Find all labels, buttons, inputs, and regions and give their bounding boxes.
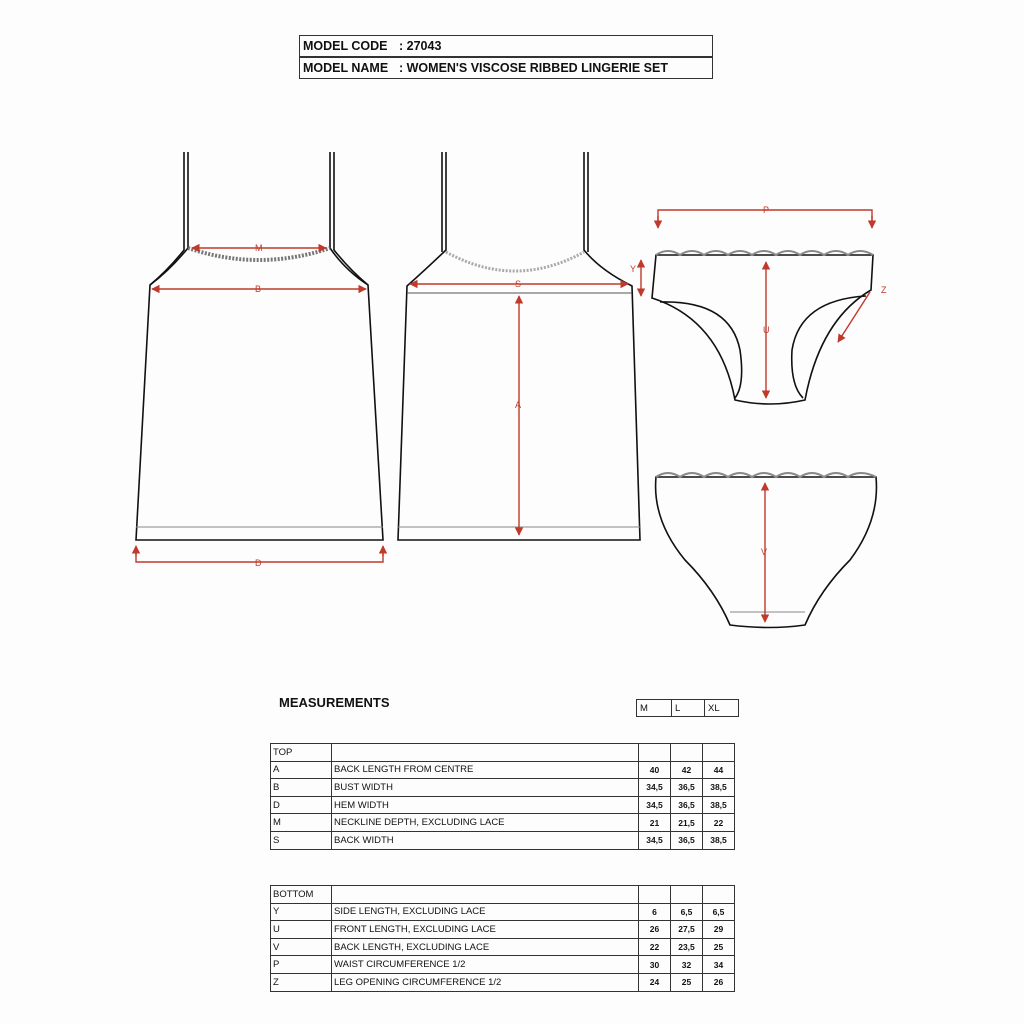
row-desc: BUST WIDTH (332, 779, 639, 797)
table-row (271, 814, 735, 832)
dim-label-z: Z (881, 285, 887, 295)
dim-label-a: A (515, 400, 522, 410)
row-desc: BACK WIDTH (332, 831, 639, 849)
row-code: B (271, 779, 332, 797)
model-name-label: MODEL NAME (303, 61, 389, 75)
row-desc: WAIST CIRCUMFERENCE 1/2 (332, 956, 639, 974)
dim-label-m: M (255, 243, 263, 253)
section-heading-bottom: BOTTOM (271, 886, 332, 904)
row-code: A (271, 761, 332, 779)
table-row (271, 831, 735, 849)
value-xl: 38,5 (703, 831, 735, 849)
model-code-value: : 27043 (399, 39, 442, 53)
table-row (271, 956, 735, 974)
row-code: U (271, 921, 332, 939)
value-m: 24 (639, 973, 671, 991)
value-xl: 29 (703, 921, 735, 939)
section-heading-top: TOP (271, 744, 332, 762)
row-desc: BACK LENGTH, EXCLUDING LACE (332, 938, 639, 956)
row-desc: NECKLINE DEPTH, EXCLUDING LACE (332, 814, 639, 832)
value-l: 23,5 (671, 938, 703, 956)
value-l: 36,5 (671, 796, 703, 814)
size-header-table (636, 699, 739, 717)
value-m: 34,5 (639, 831, 671, 849)
value-xl: 44 (703, 761, 735, 779)
value-xl: 34 (703, 956, 735, 974)
value-xl: 22 (703, 814, 735, 832)
camisole-front-dimensions (136, 248, 383, 562)
table-row (271, 796, 735, 814)
value-m: 34,5 (639, 779, 671, 797)
value-m: 40 (639, 761, 671, 779)
value-xl: 26 (703, 973, 735, 991)
row-desc: FRONT LENGTH, EXCLUDING LACE (332, 921, 639, 939)
table-header-row (271, 744, 735, 762)
row-desc: BACK LENGTH FROM CENTRE (332, 761, 639, 779)
table-row (271, 973, 735, 991)
dim-label-s: S (515, 279, 522, 289)
camisole-front (136, 152, 383, 540)
value-l: 42 (671, 761, 703, 779)
table-row (271, 761, 735, 779)
dim-label-v: V (761, 547, 768, 557)
value-m: 22 (639, 938, 671, 956)
table-header-row (271, 886, 735, 904)
value-xl: 6,5 (703, 903, 735, 921)
row-code: Z (271, 973, 332, 991)
row-code: Y (271, 903, 332, 921)
row-desc: LEG OPENING CIRCUMFERENCE 1/2 (332, 973, 639, 991)
dim-label-d: D (255, 558, 262, 568)
bottom-measurements-table (270, 885, 735, 992)
table-row (271, 779, 735, 797)
model-code-label: MODEL CODE (303, 39, 388, 53)
row-code: S (271, 831, 332, 849)
row-code: V (271, 938, 332, 956)
size-m: M (637, 700, 672, 717)
row-code: P (271, 956, 332, 974)
measurements-title: MEASUREMENTS (279, 695, 390, 710)
row-desc: SIDE LENGTH, EXCLUDING LACE (332, 903, 639, 921)
value-xl: 25 (703, 938, 735, 956)
top-measurements-table (270, 743, 735, 850)
table-row (271, 903, 735, 921)
dim-label-u: U (763, 325, 770, 335)
row-code: M (271, 814, 332, 832)
table-row (271, 938, 735, 956)
dim-label-b: B (255, 284, 262, 294)
value-m: 21 (639, 814, 671, 832)
value-l: 21,5 (671, 814, 703, 832)
table-row (271, 921, 735, 939)
size-xl: XL (705, 700, 739, 717)
value-l: 25 (671, 973, 703, 991)
value-l: 27,5 (671, 921, 703, 939)
value-xl: 38,5 (703, 779, 735, 797)
value-m: 6 (639, 903, 671, 921)
row-desc: HEM WIDTH (332, 796, 639, 814)
size-l: L (672, 700, 705, 717)
model-name-value: : WOMEN'S VISCOSE RIBBED LINGERIE SET (399, 61, 668, 75)
brief-front-dimensions (641, 210, 872, 398)
value-m: 30 (639, 956, 671, 974)
value-l: 36,5 (671, 831, 703, 849)
value-xl: 38,5 (703, 796, 735, 814)
value-m: 26 (639, 921, 671, 939)
dim-label-y: Y (630, 264, 637, 274)
row-code: D (271, 796, 332, 814)
value-m: 34,5 (639, 796, 671, 814)
value-l: 6,5 (671, 903, 703, 921)
value-l: 32 (671, 956, 703, 974)
value-l: 36,5 (671, 779, 703, 797)
dim-label-p: P (763, 205, 770, 215)
